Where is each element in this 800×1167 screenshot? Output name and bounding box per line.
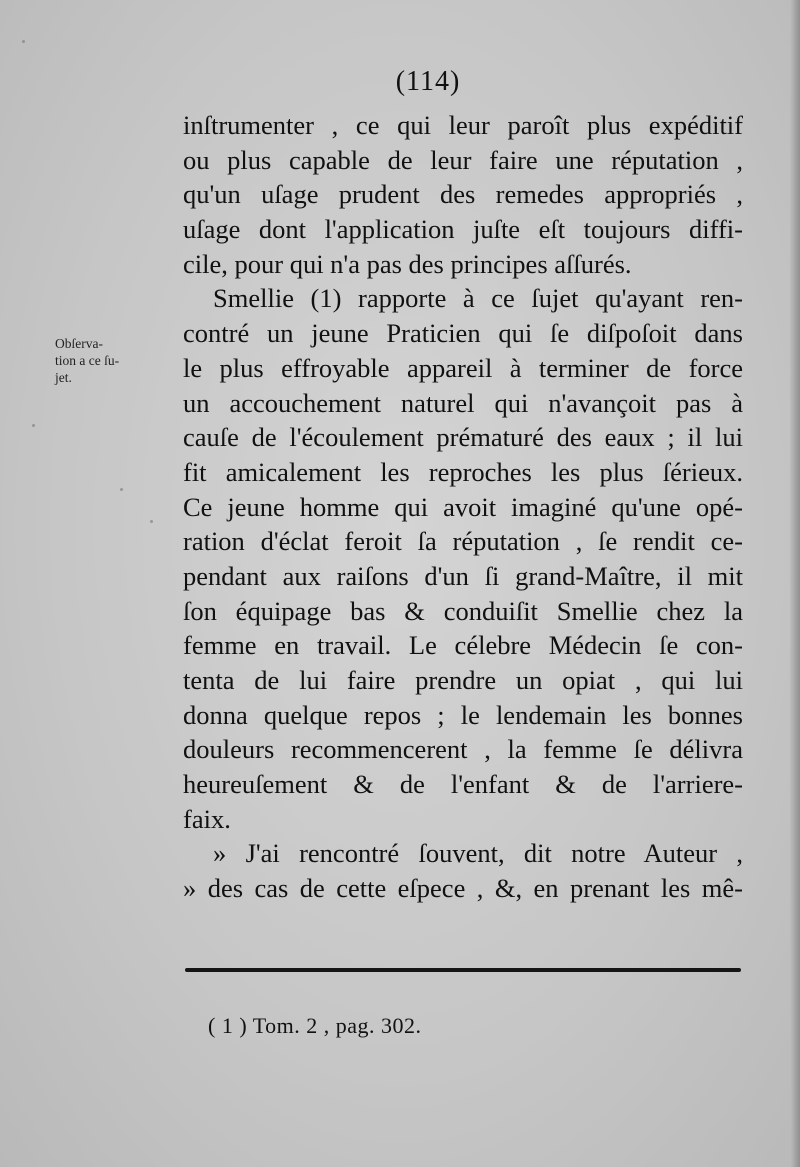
text-line: inſtrumenter , ce qui leur paroît plus expéditif	[183, 110, 743, 140]
page-edge-shadow	[790, 0, 800, 1167]
text-line: Ce jeune homme qui avoit imaginé qu'une opé-	[183, 491, 743, 522]
footnote-rule	[185, 968, 741, 972]
text-line: heureuſement & de l'enfant & de l'arriere-	[183, 769, 743, 800]
text-line: contré un jeune Praticien qui ſe diſpoſoit dans	[183, 318, 743, 349]
page-number-header: (114)	[395, 66, 461, 97]
margin-note-line: tion a ce ſu-	[55, 353, 120, 368]
text-line: ration d'éclat feroit ſa réputation , ſe rendit ce-	[183, 526, 743, 557]
text-line: » J'ai rencontré ſouvent, dit notre Auteur ,	[213, 838, 743, 869]
text-line: Smellie (1) rapporte à ce ſujet qu'ayant ren-	[213, 283, 743, 314]
text-line: cauſe de l'écoulement prématuré des eaux ; il lui	[183, 422, 743, 453]
text-line: tenta de lui faire prendre un opiat , qui lui	[183, 665, 743, 695]
text-line: ou plus capable de leur faire une réputation ,	[183, 144, 743, 175]
paper-speck	[120, 488, 123, 491]
text-line: ſon équipage bas & conduiſit Smellie chez la	[183, 595, 743, 626]
text-line: qu'un uſage prudent des remedes appropriés ,	[183, 179, 743, 210]
text-line: uſage dont l'application juſte eſt toujours diffi-	[183, 214, 743, 245]
text-line: fit amicalement les reproches les plus ſérieux.	[183, 456, 743, 487]
text-line: cile, pour qui n'a pas des principes aſſurés.	[183, 248, 632, 279]
paper-speck	[22, 40, 25, 43]
text-line: faix.	[183, 803, 231, 834]
margin-note	[55, 335, 150, 386]
text-line: le plus effroyable appareil à terminer de force	[183, 352, 743, 383]
text-line: donna quelque repos ; le lendemain les bonnes	[183, 699, 743, 730]
text-line: un accouchement naturel qui n'avançoit pas à	[183, 387, 743, 418]
footnote: ( 1 ) Tom. 2 , pag. 302.	[208, 1013, 422, 1038]
margin-note-line: Obſerva-	[55, 336, 103, 351]
text-line: douleurs recommencerent , la femme ſe délivra	[183, 734, 743, 765]
margin-note-line: jet.	[55, 370, 72, 385]
text-line: pendant aux raiſons d'un ſi grand-Maître, il mit	[183, 560, 743, 591]
text-line: femme en travail. Le célebre Médecin ſe con-	[183, 630, 743, 661]
paper-speck	[150, 520, 153, 523]
text-line: » des cas de cette eſpece , &, en prenant les mê-	[183, 873, 743, 904]
paper-speck	[32, 424, 35, 427]
body-text	[183, 108, 743, 906]
